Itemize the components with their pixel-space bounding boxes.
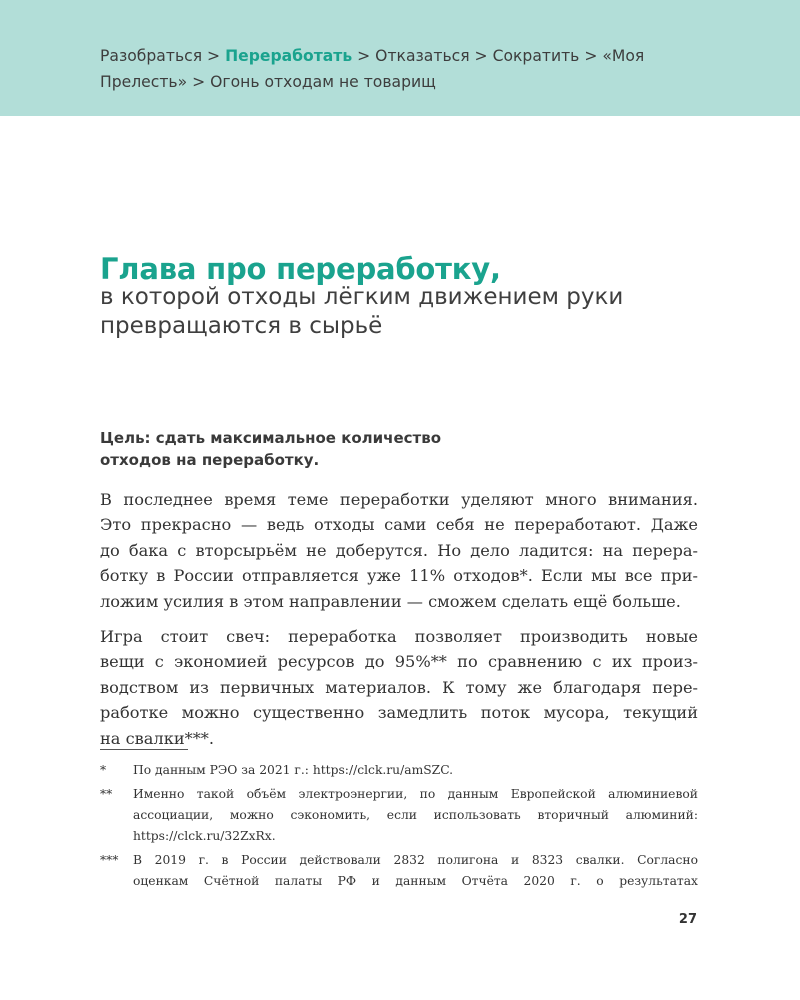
paragraph [100, 487, 698, 614]
chapter-subtitle-line-2: превращаются в сырьё [100, 313, 383, 339]
footnote-line: оценкам Счётной палаты РФ и данным Отчёта 2020 г. о результатах [133, 874, 698, 888]
breadcrumb-current-step: Переработать [225, 47, 353, 65]
text-line: водством из первичных материалов. К тому же благодаря пере- [100, 677, 698, 697]
footnote [100, 784, 698, 847]
text-line: В последнее время теме переработки уделяют много внимания. [100, 490, 698, 509]
footnote [100, 850, 698, 892]
footnote-line: ассоциации, можно сэкономить, если использовать вторичный алюминий: [133, 808, 698, 822]
footnote-mark: *** [100, 853, 119, 867]
text-line: ботку в России отправляется уже 11% отходов*. Если мы все при- [100, 566, 698, 586]
chapter-subtitle-line-1: в которой отходы лёгким движением руки [100, 284, 624, 310]
chapter-subtitle [100, 283, 720, 341]
chapter-title: Глава про переработку, [100, 252, 501, 286]
footnotes [100, 760, 698, 895]
breadcrumb-line-2: Прелесть» > Огонь отходам не товарищ [100, 73, 436, 91]
page-number: 27 [678, 912, 697, 927]
footnote-mark: * [100, 763, 107, 777]
footnote-line: https://clck.ru/32ZxRx. [133, 829, 276, 843]
chapter-goal-line-1: Цель: сдать максимальное количество [100, 429, 442, 447]
footnote-line: Именно такой объём электроэнергии, по данным Европейской алюминиевой [133, 787, 698, 801]
text-line: на свалки***. [100, 728, 215, 748]
text-line: Игра стоит свеч: переработка позволяет производить новые [100, 627, 698, 647]
text-line: до бака с вторсырьём не доберутся. Но дело ладится: на перера- [100, 540, 698, 560]
breadcrumb-prefix: Разобраться > [100, 47, 226, 65]
chapter-goal-line-2: отходов на переработку. [100, 451, 320, 469]
paragraph [100, 624, 698, 751]
breadcrumb-suffix: > Отказаться > Сократить > «Моя [352, 47, 645, 65]
body-text [100, 487, 698, 751]
text-line: вещи с экономией ресурсов до 95%** по сравнению с их произ- [100, 652, 698, 672]
breadcrumb [100, 43, 700, 95]
footnote-mark: ** [100, 787, 113, 801]
footnote-line: В 2019 г. в России действовали 2832 полигона и 8323 свалки. Согласно [133, 853, 698, 867]
footnote-line: По данным РЭО за 2021 г.: https://clck.ru/amSZC. [133, 763, 454, 777]
text-line: работке можно существенно замедлить поток мусора, текущий [100, 703, 698, 723]
footnote [100, 760, 698, 781]
text-line: ложим усилия в этом направлении — сможем сделать ещё больше. [100, 591, 681, 611]
text-line: Это прекрасно — ведь отходы сами себя не переработают. Даже [100, 515, 698, 535]
footnote-divider [100, 749, 188, 750]
chapter-goal [100, 427, 700, 471]
breadcrumb-line-1 [100, 43, 700, 69]
